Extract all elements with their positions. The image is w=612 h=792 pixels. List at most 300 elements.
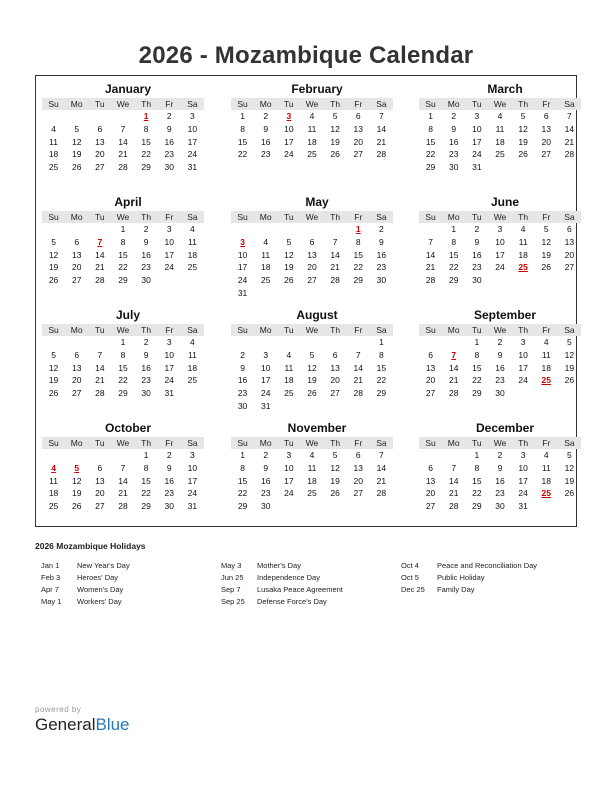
day-cell: 15: [141, 475, 151, 486]
month-september: [419, 308, 581, 400]
day-cell: 8: [143, 462, 149, 473]
day-cell: 17: [187, 136, 198, 147]
day-cell: [324, 223, 347, 236]
day-cell: 21: [376, 475, 387, 486]
day-cell: 15: [448, 249, 459, 260]
day-cell: 17: [164, 249, 174, 260]
day-cell: 17: [495, 249, 505, 260]
weekday-label: Th: [518, 438, 529, 448]
week-row: [231, 236, 393, 249]
weekday-label: Th: [330, 99, 341, 109]
weekday-label: Fr: [354, 438, 363, 448]
day-cell: 11: [518, 236, 528, 247]
week-row: [231, 387, 393, 400]
day-cell: 5: [51, 349, 56, 360]
day-cell: 15: [472, 362, 482, 373]
day-cell: 17: [164, 362, 174, 373]
week-row: [42, 362, 204, 375]
day-cell: 6: [97, 462, 103, 473]
day-cell: 9: [497, 349, 503, 360]
weekday-label: Th: [141, 438, 152, 448]
day-cell: 9: [263, 462, 269, 473]
day-cell: 10: [164, 349, 174, 360]
holiday-item: [221, 560, 343, 572]
day-cell: 9: [166, 123, 172, 134]
weekday-label: Mo: [70, 99, 83, 109]
week-row: [419, 362, 581, 375]
day-cell: 28: [118, 501, 128, 512]
day-cell: 18: [187, 362, 198, 373]
month-february: [231, 82, 393, 161]
day-cell: 19: [284, 262, 294, 273]
day-cell: [277, 223, 300, 236]
weekday-label: Tu: [95, 212, 105, 222]
day-cell: 3: [497, 224, 503, 234]
weekday-label: Fr: [354, 99, 363, 109]
day-cell: 18: [284, 375, 294, 386]
day-cell: 2: [497, 450, 503, 460]
day-cell: 14: [95, 362, 105, 373]
weekday-label: We: [305, 325, 319, 335]
holidays-title: 2026 Mozambique Holidays: [35, 541, 146, 551]
day-cell: 12: [518, 123, 528, 134]
day-cell: [300, 223, 323, 236]
day-cell: 28: [425, 275, 436, 286]
day-cell: 27: [541, 149, 551, 160]
day-cell: 13: [564, 236, 575, 247]
day-cell: [65, 223, 88, 236]
day-cell: [300, 287, 323, 300]
day-cell: [277, 500, 300, 513]
day-cell: 19: [48, 375, 59, 386]
day-cell: [231, 223, 254, 236]
day-cell: [42, 336, 65, 349]
day-cell: 31: [187, 162, 198, 173]
day-cell: [277, 287, 300, 300]
day-cell: 14: [448, 362, 459, 373]
weekday-label: Sa: [564, 438, 575, 448]
day-cell: 15: [118, 362, 128, 373]
day-cell: 5: [332, 111, 338, 121]
day-cell: 9: [143, 349, 149, 360]
day-cell: 18: [48, 149, 59, 160]
weekday-label: Tu: [95, 99, 105, 109]
day-cell: [254, 336, 277, 349]
brand-general: General: [35, 715, 96, 734]
day-cell: 20: [95, 149, 105, 160]
day-cell: 30: [495, 501, 505, 512]
day-cell: 29: [141, 162, 151, 173]
day-cell: 26: [307, 388, 317, 399]
day-cell: 20: [71, 262, 82, 273]
day-cell: 2: [240, 349, 245, 360]
day-cell: 12: [330, 123, 340, 134]
week-row: [42, 123, 204, 136]
day-cell: 26: [330, 488, 340, 499]
day-cell: [111, 449, 134, 462]
day-cell: 29: [237, 501, 248, 512]
day-cell: 20: [425, 375, 436, 386]
day-cell: 18: [495, 136, 505, 147]
week-row: [42, 487, 204, 500]
day-cell: 4: [51, 123, 56, 134]
day-cell: [88, 449, 111, 462]
day-cell: 22: [448, 262, 459, 273]
day-cell: [181, 387, 204, 400]
day-cell: 13: [71, 249, 82, 260]
day-cell: [324, 287, 347, 300]
day-cell: 20: [330, 375, 340, 386]
day-cell: 10: [164, 236, 174, 247]
day-cell: 29: [141, 501, 151, 512]
day-cell: 11: [261, 249, 271, 260]
day-cell: 10: [237, 249, 248, 260]
day-cell: 11: [541, 462, 551, 473]
day-cell: 13: [353, 462, 363, 473]
day-cell: 3: [166, 224, 172, 234]
day-cell: 3: [166, 337, 172, 347]
holiday-item: [221, 584, 343, 596]
holiday-item: [401, 572, 537, 584]
weekday-header: [42, 324, 204, 336]
week-row: [419, 148, 581, 161]
day-cell: 7: [355, 349, 361, 360]
day-cell: 1: [120, 224, 126, 234]
weekday-header: [419, 211, 581, 223]
day-cell: 26: [518, 149, 528, 160]
day-cell: 15: [425, 136, 436, 147]
day-cell: 4: [309, 450, 315, 460]
day-cell: 20: [95, 488, 105, 499]
day-cell: 2: [379, 224, 384, 234]
holiday-date: Feb 3: [41, 573, 61, 582]
day-cell: 30: [376, 275, 387, 286]
weekday-label: We: [493, 99, 507, 109]
holiday-name: Peace and Reconciliation Day: [437, 561, 538, 570]
day-cell: 7: [567, 111, 572, 121]
day-cell: 18: [307, 136, 317, 147]
day-cell: 26: [71, 162, 82, 173]
weekday-label: Fr: [542, 438, 551, 448]
day-cell: 16: [260, 475, 271, 486]
week-row: [231, 500, 393, 513]
weekday-label: Mo: [259, 438, 272, 448]
day-cell: [65, 449, 88, 462]
month-name: October: [104, 421, 151, 435]
day-cell: 30: [164, 501, 174, 512]
weekday-label: We: [116, 325, 130, 335]
day-cell: 29: [472, 501, 482, 512]
day-cell: 2: [166, 450, 172, 460]
day-cell: 4: [286, 349, 292, 360]
day-cell: 1: [143, 450, 149, 460]
weekday-label: Sa: [187, 212, 198, 222]
day-cell: 25: [307, 149, 317, 160]
weekday-label: Mo: [447, 438, 460, 448]
month-december: [419, 421, 581, 513]
week-row: [419, 349, 581, 362]
day-cell: 3: [190, 450, 195, 460]
day-cell: 6: [74, 349, 80, 360]
day-cell: 30: [164, 162, 174, 173]
weekday-label: Fr: [354, 325, 363, 335]
weekday-label: Th: [518, 212, 529, 222]
day-cell: 23: [260, 488, 271, 499]
day-cell: [277, 336, 300, 349]
week-row: [419, 236, 581, 249]
week-row: [231, 123, 393, 136]
day-cell: [370, 500, 393, 513]
day-cell: 26: [564, 488, 575, 499]
week-row: [42, 349, 204, 362]
day-cell: [419, 336, 442, 349]
weekday-label: Mo: [70, 325, 83, 335]
day-cell: 12: [48, 362, 59, 373]
week-row: [231, 462, 393, 475]
week-row: [42, 387, 204, 400]
weekday-label: Th: [330, 212, 341, 222]
day-cell: 25: [187, 262, 198, 273]
day-cell: 23: [141, 262, 151, 273]
day-cell: 24: [164, 262, 174, 273]
day-cell: 16: [495, 475, 505, 486]
weekday-label: Su: [425, 212, 436, 222]
day-cell: 21: [448, 488, 459, 499]
weekday-label: Th: [330, 325, 341, 335]
brand-logo: [35, 715, 130, 735]
day-cell: 10: [284, 123, 294, 134]
day-cell: 5: [51, 236, 56, 247]
day-cell: 9: [379, 236, 384, 247]
day-cell: 11: [541, 349, 551, 360]
day-cell: 17: [518, 475, 528, 486]
week-row: [231, 223, 393, 236]
week-row: [42, 161, 204, 174]
day-cell: 22: [425, 149, 436, 160]
day-cell: 10: [518, 349, 528, 360]
day-cell: 10: [472, 123, 482, 134]
day-cell: 23: [495, 375, 505, 386]
weekday-header: [42, 98, 204, 110]
day-cell: 1: [240, 450, 245, 460]
weekday-label: Tu: [284, 212, 294, 222]
weekday-label: We: [116, 212, 130, 222]
day-cell: 20: [541, 136, 551, 147]
day-cell: 17: [284, 475, 294, 486]
day-cell: 8: [474, 462, 480, 473]
day-cell: [512, 161, 535, 174]
day-cell: 28: [353, 388, 363, 399]
day-cell: 9: [451, 123, 457, 134]
day-cell: 25: [307, 488, 317, 499]
month-name: September: [473, 308, 537, 322]
weekday-label: Mo: [70, 212, 83, 222]
week-row: [231, 400, 393, 413]
day-cell: [370, 287, 393, 300]
day-cell: 5: [309, 349, 315, 360]
day-cell: 14: [564, 123, 575, 134]
day-cell: [42, 110, 65, 123]
holiday-name: Workers' Day: [77, 597, 122, 606]
day-cell: [347, 400, 370, 413]
day-cell: 27: [353, 149, 363, 160]
weekday-label: Fr: [165, 438, 174, 448]
day-cell: [535, 274, 558, 287]
day-cell: 10: [187, 123, 198, 134]
day-cell: 5: [286, 236, 292, 247]
day-cell: 25: [48, 162, 59, 173]
day-cell: [419, 449, 442, 462]
holiday-day-cell: 1: [355, 224, 361, 234]
holiday-name: Women's Day: [77, 585, 124, 594]
day-cell: 3: [190, 111, 195, 121]
day-cell: 30: [260, 501, 271, 512]
day-cell: 16: [164, 475, 174, 486]
weekday-header: [231, 324, 393, 336]
week-row: [231, 349, 393, 362]
day-cell: 30: [237, 400, 248, 411]
holiday-item: [41, 560, 130, 572]
month-name: May: [305, 195, 329, 209]
weekday-label: We: [305, 438, 319, 448]
week-row: [419, 487, 581, 500]
day-cell: 12: [541, 236, 551, 247]
day-cell: 15: [472, 475, 482, 486]
holiday-day-cell: 7: [97, 236, 103, 247]
weekday-label: Sa: [187, 325, 198, 335]
week-row: [231, 475, 393, 488]
day-cell: 17: [472, 136, 482, 147]
day-cell: 2: [451, 111, 457, 121]
week-row: [419, 161, 581, 174]
day-cell: 17: [518, 362, 528, 373]
day-cell: 21: [448, 375, 459, 386]
holiday-day-cell: 25: [541, 488, 551, 499]
day-cell: 24: [237, 275, 248, 286]
week-row: [231, 374, 393, 387]
week-row: [419, 223, 581, 236]
day-cell: 20: [564, 249, 575, 260]
weekday-label: Sa: [376, 438, 387, 448]
holiday-column: [41, 560, 130, 608]
day-cell: [347, 500, 370, 513]
weekday-label: Mo: [259, 99, 272, 109]
day-cell: [347, 336, 370, 349]
day-cell: 20: [353, 136, 363, 147]
day-cell: 1: [474, 450, 480, 460]
day-cell: 12: [307, 362, 317, 373]
weekday-label: Sa: [564, 212, 575, 222]
month-august: [231, 308, 393, 413]
weekday-label: Su: [48, 212, 59, 222]
holiday-name: Lusaka Peace Agreement: [257, 585, 343, 594]
day-cell: 13: [307, 249, 317, 260]
day-cell: [300, 400, 323, 413]
day-cell: 27: [71, 275, 82, 286]
day-cell: [442, 336, 465, 349]
day-cell: [111, 110, 134, 123]
month-name: March: [487, 82, 523, 96]
month-november: [231, 421, 393, 513]
day-cell: 18: [541, 362, 551, 373]
day-cell: 3: [263, 349, 269, 360]
day-cell: 1: [428, 111, 433, 121]
weekday-label: Tu: [472, 212, 482, 222]
day-cell: 8: [240, 462, 245, 473]
holiday-name: Family Day: [437, 585, 475, 594]
day-cell: 15: [237, 136, 248, 147]
day-cell: 28: [448, 388, 459, 399]
month-october: [42, 421, 204, 513]
day-cell: 23: [260, 149, 271, 160]
week-row: [42, 274, 204, 287]
weekday-label: Th: [330, 438, 341, 448]
holiday-item: [41, 584, 130, 596]
day-cell: 22: [353, 262, 363, 273]
day-cell: 23: [472, 262, 482, 273]
week-row: [42, 336, 204, 349]
day-cell: 23: [448, 149, 459, 160]
day-cell: 21: [353, 375, 363, 386]
day-cell: 13: [95, 475, 105, 486]
weekday-header: [231, 211, 393, 223]
holiday-name: Heroes' Day: [77, 573, 119, 582]
weekday-label: Mo: [70, 438, 83, 448]
day-cell: [488, 274, 511, 287]
day-cell: 4: [543, 337, 549, 347]
day-cell: 19: [71, 488, 82, 499]
day-cell: 11: [284, 362, 294, 373]
day-cell: 22: [141, 488, 151, 499]
day-cell: 8: [474, 349, 480, 360]
day-cell: 26: [564, 375, 575, 386]
day-cell: 2: [263, 450, 269, 460]
month-july: [42, 308, 204, 400]
day-cell: 23: [164, 149, 174, 160]
day-cell: 17: [260, 375, 271, 386]
holiday-date: Apr 7: [41, 585, 59, 594]
day-cell: 3: [520, 450, 526, 460]
day-cell: 20: [425, 488, 436, 499]
day-cell: 13: [95, 136, 105, 147]
weekday-label: Th: [141, 99, 152, 109]
day-cell: [488, 161, 511, 174]
day-cell: 18: [518, 249, 528, 260]
weekday-label: Su: [425, 438, 436, 448]
day-cell: [88, 336, 111, 349]
day-cell: [254, 223, 277, 236]
holiday-item: [41, 572, 130, 584]
day-cell: 28: [95, 388, 105, 399]
week-row: [419, 387, 581, 400]
day-cell: [512, 274, 535, 287]
day-cell: 6: [309, 236, 315, 247]
week-row: [42, 223, 204, 236]
day-cell: 2: [263, 111, 269, 121]
weekday-label: Mo: [447, 99, 460, 109]
day-cell: 8: [120, 236, 126, 247]
holiday-date: Dec 25: [401, 585, 425, 594]
day-cell: 29: [472, 388, 482, 399]
day-cell: 26: [71, 501, 82, 512]
day-cell: 6: [567, 224, 572, 234]
day-cell: 14: [95, 249, 105, 260]
weekday-label: Tu: [472, 438, 482, 448]
week-row: [42, 475, 204, 488]
month-name: April: [114, 195, 142, 209]
day-cell: 14: [376, 462, 387, 473]
week-row: [419, 249, 581, 262]
